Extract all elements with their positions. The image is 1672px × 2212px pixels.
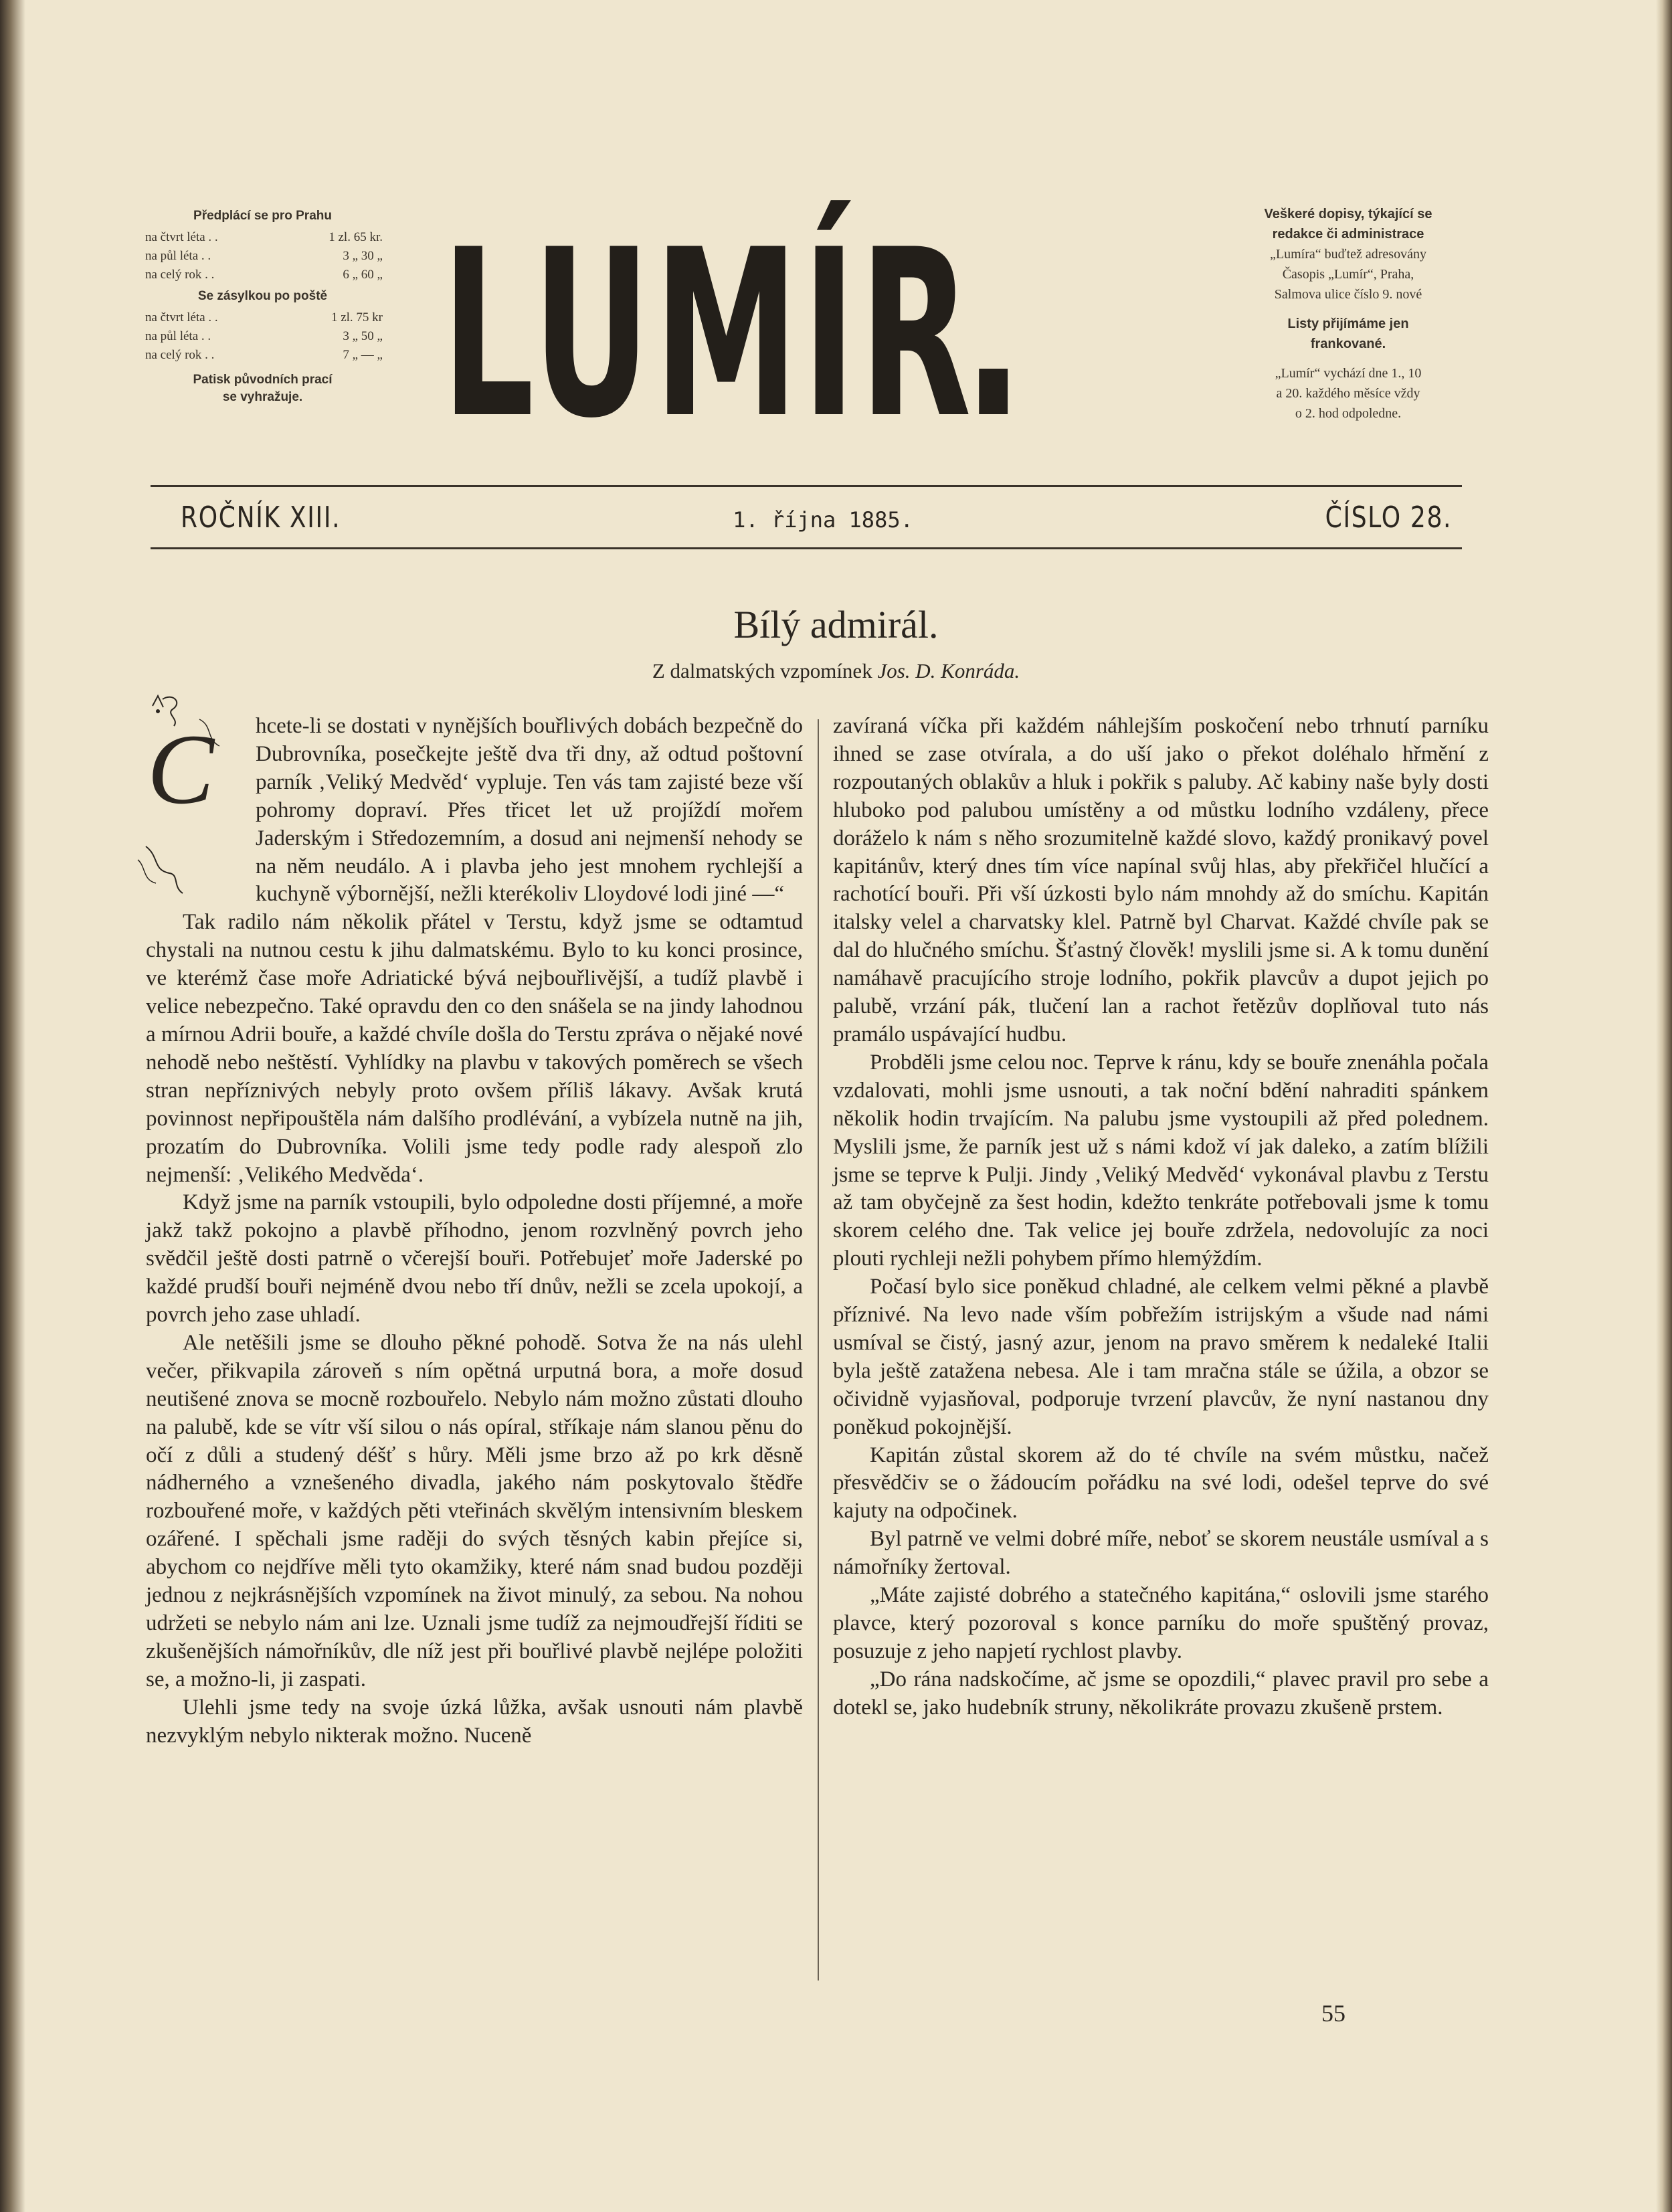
page-number: 55: [1321, 2000, 1345, 2027]
issue-date: 1. října 1885.: [733, 507, 913, 533]
article-paragraph: Počasí bylo sice poněkud chladné, ale celkem velmi pěkné a plavbě příznivé. Na levo nade vším pobřežím istrijským a všude nad námi usmíval se čistý, jasný azur, jenom na pravo směrem k nedaleké Italii byla ještě zatažena nebesa. Ale i tam mračna stále se úžila, a obzor se očividně vyjasňoval, podporuje tvrzení plavcův, že nyní nastanou dny poněkud pokojnější.: [833, 1275, 1489, 1439]
article-paragraph: Tak radilo nám několik přátel v Terstu, když jsme se odtamtud chystali na nutnou cestu k jihu dalmatskému. Bylo to ku konci prosince, ve kterémž čase moře Adriatické bývá nejbouřlivější, a tudíž plavbě i velice nebezpečno. Také opravdu den co den snášela se na jindy lahodnou a mírnou Adrii bouře, a každé chvíle došla do Terstu zpráva o nějaké nové nehodě nebo neštěstí. Vyhlídky na plavbu v takových poměrech se všech stran nepříznivých nebyly proto ovšem příliš lákavy. Avšak krutá povinnost nepřipouštěla nám dalšího prodlévání, a vybízela nutně na jih, prozatím do Dubrovníka. Volili jsme tedy podle rady alespoň zlo nejmenší: ‚Velikého Medvěda‘.: [146, 910, 803, 1187]
franking-notice: Listy přijímáme jen frankované.: [1287, 316, 1409, 351]
subscription-row: na celý rok . . 7 „ — „: [145, 348, 383, 362]
ornamental-dropcap: [132, 693, 246, 907]
article-paragraph: Kapitán zůstal skorem až do té chvíle na svém můstku, načež přesvědčiv se o žádoucím pořádku na své lodi, odešel teprve do své kajuty na odpočinek.: [833, 1443, 1489, 1524]
editorial-address: Veškeré dopisy, týkající se redakce či administrace „Lumíra“ buďtež adresovány Časopis „Lumír“, Praha, Salmova ulice číslo 9. nové: [1264, 207, 1432, 302]
masthead-title: LUMÍR: [442, 213, 918, 457]
volume-label: ROČNÍK XIII.: [181, 500, 341, 535]
subscription-row: na půl léta . . 3 „ 30 „: [145, 249, 383, 263]
article-paragraph: „Máte zajisté dobrého a statečného kapitána,“ oslovili jsme starého plavce, který pozoroval s konce parníku do moře spuštěný provaz, posuzuje z jeho napjetí rychlost plavby.: [833, 1583, 1489, 1663]
article-paragraph: Byl patrně ve velmi dobré míře, neboť se skorem neustále usmíval a s námořníky žertoval.: [833, 1527, 1489, 1580]
article-paragraph: Ulehli jsme tedy na svoje úzká lůžka, avšak usnouti nám plavbě nezvyklým nebylo nikterak možno. Nuceně: [146, 1695, 803, 1748]
article-paragraph: Když jsme na parník vstoupili, bylo odpoledne dosti příjemné, a moře jakž takž pokojno a plavbě příhodno, jenom rozvlněný povrch jeho svědčil ještě dosti patrně o včerejší bouři. Potřebujeť moře Jaderské po každé prudší bouři nejméně dvou nebo tří dnův, nežli se zcela upokojí, a povrch jeho zase uhladí.: [146, 1190, 803, 1327]
subscription-row: na čtvrt léta . . 1 zl. 65 kr.: [145, 230, 383, 244]
masthead-rule-bottom: [151, 547, 1462, 549]
article-paragraph: C hcete-li se dostati v nynějších bouřlivých dobách bezpečně do Dubrovníka, posečkejte ještě dva tři dny, až odtud poštovní parník ‚Veliký Medvěd‘ vypluje. Ten vás tam zajisté beze vší pohromy dopraví. Přes třicet let už projíždí mořem Jaderským i Středozemním, a dosud ani nejmenší nehody se na něm neudálo. A i plavba jeho jest mnohem rychlejší a kuchyně výbornější, nežli kterékoliv Lloydové lodi jiné —“: [146, 713, 803, 909]
article-author: Jos. D. Konráda.: [877, 659, 1020, 682]
page-binding-shadow: [0, 0, 25, 2212]
issue-line: [181, 500, 1452, 541]
subscription-heading-prague: Předplácí se pro Prahu: [193, 209, 332, 223]
article-paragraph: Probděli jsme celou noc. Teprve k ránu, kdy se bouře znenáhla počala vzdalovati, mohli jsme usnouti, a tak noční bdění nahraditi spánkem několik hodin trvajícím. Na palubu jsme vystoupili až před polednem. Myslili jsme, že parník jest už s námi kdož ví jak daleko, a zatím blížili jsme se teprve k Pulji. Jindy ‚Veliký Medvěd‘ vykonával plavbu z Terstu až tam obyčejně za šest hodin, kdežto tenkráte potřebovali jsme k tomu skorem celého dne. Tak velice jej bouře zdržela, nedovolujíc za noci plouti rychleji nežli pohybem přímo hlemýždím.: [833, 1050, 1489, 1271]
masthead-period: [979, 369, 1008, 414]
column-divider: [818, 719, 819, 1980]
article-title: Bílý admirál.: [733, 603, 939, 646]
article-paragraph: zavíraná víčka při každém náhlejším poskočení nebo trhnutí parníku ihned se zase otvírala, a do uší jako o překot doléhalo hřmění z rozpoutaných oblakův a hluk i pokřik s paluby. Ač kabiny naše byly dosti hluboko pod palubou umístěny a od můstku lodního vzdáleny, přece doráželo k nám s něho srozumitelně každé slovo, každý pronikavý povel kapitánův, který dnes tím více napínal svůj hlas, aby překřičel hlučící a rachotící bouři. Při vší úzkosti bylo nám mnohdy až do smíchu. Kapitán italsky velel a charvatsky klel. Patrně byl Charvat. Každé chvíle pak se dal do hlučného smíchu. Šťastný člověk! myslili jsme si. A k tomu dunění namáhavě pracujícího stroje lodního, pokřik plavcův a dupot jejich po palubě, vrzání pák, tlučení lan a rachot řetězův doplňoval tuto nás pramálo uspávající hudbu.: [833, 714, 1489, 1046]
publication-schedule: „Lumír“ vychází dne 1., 10 a 20. každého měsíce vždy o 2. hod odpoledne.: [1275, 366, 1422, 421]
subscription-heading-post: Se zásylkou po poště: [197, 289, 328, 303]
dropcap-letter: C: [147, 714, 215, 825]
article-column-left: [146, 713, 803, 1750]
editorial-info-box: [1228, 204, 1469, 433]
masthead-rule-top: [151, 485, 1462, 487]
subscription-box: [137, 204, 388, 406]
article-column-right: [833, 713, 1489, 1722]
reprint-notice: Patisk původních prací se vyhražuje.: [193, 373, 333, 404]
subscription-row: na půl léta . . 3 „ 50 „: [145, 329, 383, 343]
subscription-row: na čtvrt léta . . 1 zl. 75 kr: [145, 310, 383, 325]
article-subtitle: Z dalmatských vzpomínek Jos. D. Konráda.: [652, 659, 1020, 682]
page-edge-shadow: [1656, 0, 1672, 2212]
issue-number: ČÍSLO 28.: [1325, 500, 1452, 535]
subscription-row: na celý rok . . 6 „ 60 „: [145, 268, 383, 282]
article-paragraph: Ale netěšili jsme se dlouho pěkné pohodě. Sotva že na nás ulehl večer, přikvapila zároveň s ním opětná urputná bora, a moře dosud neutišené znova se mocně rozbouřelo. Nebylo nám možno zůstati dlouho na palubě, kde se vítr vší silou o nás opíral, stříkaje nám slanou pěnu do očí z důli a studený déšť s hůry. Měli jsme brzo až po krk děsně nádherného a vznešeného divadla, jakého nám poskytovalo štědře rozbouřené moře, v každých pěti vteřinách skvělým intensivním bleskem ozářené. I spěchali jsme raději do svých těsných kabin přejíce si, abychom co nejdříve měli tyto okamžiky, které nám snad budou později jednou z nejkrásnějších vzpomínek na život minulý, za sebou. Na nohou udržeti se nebylo nám ani lze. Uznali jsme tudíž za nejmoudřejší říditi se zkušenějších námořníkův, dle níž jest při bouřlivé plavbě nejlépe položiti se, a možno-li, ji zaspati.: [146, 1330, 803, 1691]
article-paragraph: „Do rána nadskočíme, ač jsme se opozdili,“ plavec pravil pro sebe a dotekl se, jako hudebník struny, několikráte provazu zkušeně prstem.: [833, 1667, 1489, 1720]
